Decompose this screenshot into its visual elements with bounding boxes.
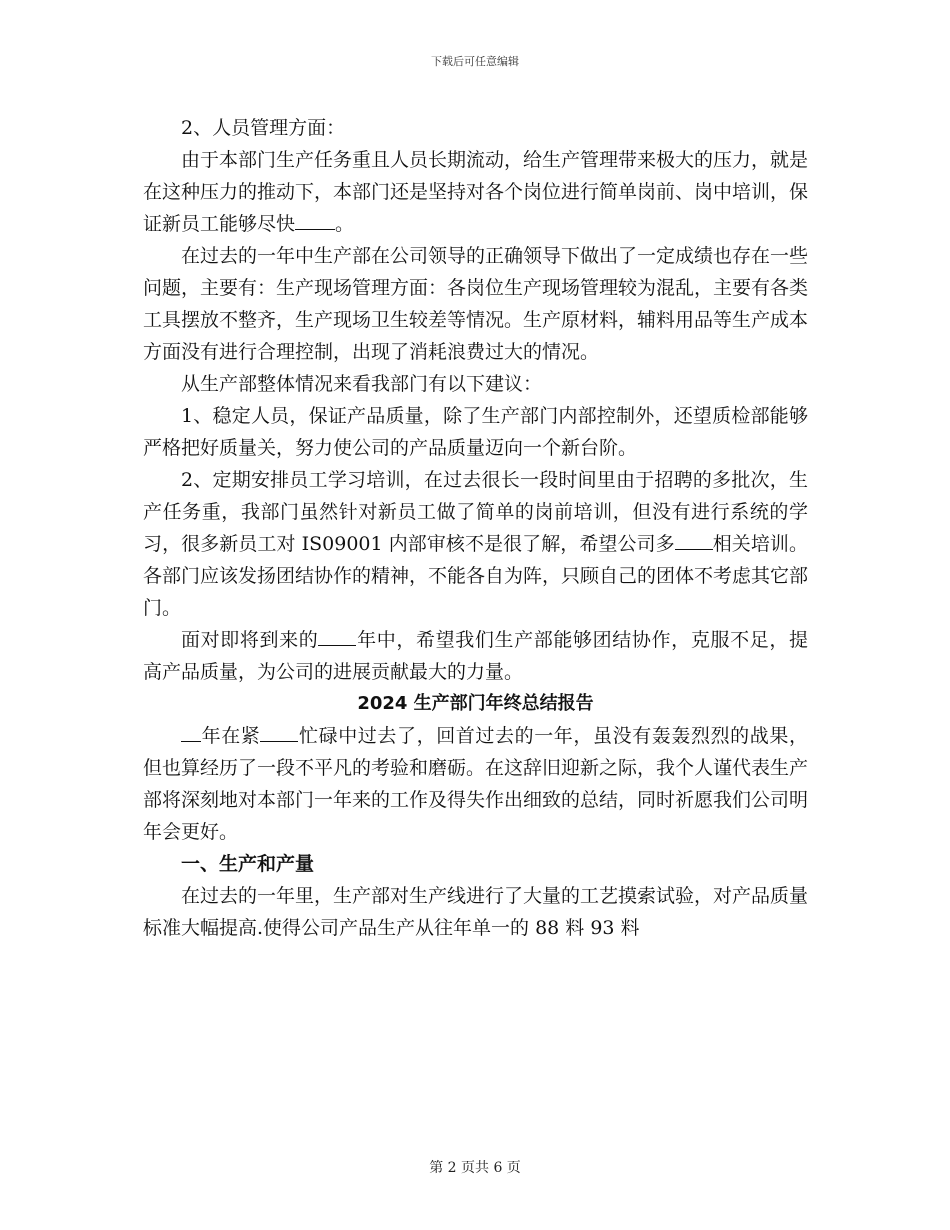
text-segment: 年在紧 (201, 725, 261, 747)
text-segment: 。 (335, 213, 355, 235)
paragraph-suggestion-2 (143, 464, 808, 624)
fill-blank (675, 531, 713, 550)
fill-blank (260, 723, 298, 742)
text-segment: 2、定期安排员工学习培训，在过去很长一段时间里由于招聘的多批次，生产任务重，我部门虽然针对新员工做了简单的岗前培训，但没有进行系统的学习，很多新员工对 IS09001 内部审核不是很了解，希望公司多 (143, 469, 808, 555)
paragraph-suggestion-1: 1、稳定人员，保证产品质量，除了生产部门内部控制外，还望质检部能够严格把好质量关，努力使公司的产品质量迈向一个新台阶。 (143, 405, 808, 459)
fill-blank (295, 211, 335, 230)
text-segment: 年中，希望我们生产部能够团结协作，克服不足，提高产品质量，为公司的进展贡献最大的力量。 (143, 629, 808, 683)
text-segment: 由于本部门生产任务重且人员长期流动，给生产管理带来极大的压力，就是在这种压力的推动下，本部门还是坚持对各个岗位进行简单岗前、岗中培训，保证新员工能够尽快 (143, 149, 809, 235)
fill-blank (181, 723, 201, 742)
paragraph-outlook (143, 624, 808, 688)
paragraph-personnel-heading: 2、人员管理方面： (181, 117, 346, 139)
paragraph-report-intro (143, 720, 808, 848)
fill-blank (318, 627, 356, 646)
document-body (143, 112, 808, 944)
text-segment: 相关培训。各部门应该发扬团结协作的精神，不能各自为阵，只顾自己的团体不考虑其它部门。 (143, 533, 809, 619)
text-segment: 忙碌中过去了，回首过去的一年，虽没有轰轰烈烈的战果，但也算经历了一段不平凡的考验和磨砺。在这辞旧迎新之际，我个人谨代表生产部将深刻地对本部门一年来的工作及得失作出细致的总结，同时祈愿我们公司明年会更好。 (143, 725, 809, 843)
section-heading-production: 一、生产和产量 (181, 853, 315, 875)
text-segment: 面对即将到来的 (181, 629, 319, 651)
paragraph-suggestions-intro: 从生产部整体情况来看我部门有以下建议： (181, 373, 543, 395)
report-title: 2024 生产部门年终总结报告 (357, 693, 594, 714)
page-header: 下载后可任意编辑 (431, 55, 519, 68)
paragraph-production: 在过去的一年里，生产部对生产线进行了大量的工艺摸索试验，对产品质量标准大幅提高.使得公司产品生产从往年单一的 88 料 93 料 (143, 885, 809, 939)
paragraph-problems: 在过去的一年中生产部在公司领导的正确领导下做出了一定成绩也存在一些问题，主要有：生产现场管理方面：各岗位生产现场管理较为混乱，主要有各类工具摆放不整齐，生产现场卫生较差等情况。生产原材料，辅料用品等生产成本方面没有进行合理控制，出现了消耗浪费过大的情况。 (143, 245, 809, 363)
page-footer: 第 2 页共 6 页 (429, 1160, 521, 1176)
paragraph-personnel-body (143, 144, 808, 240)
